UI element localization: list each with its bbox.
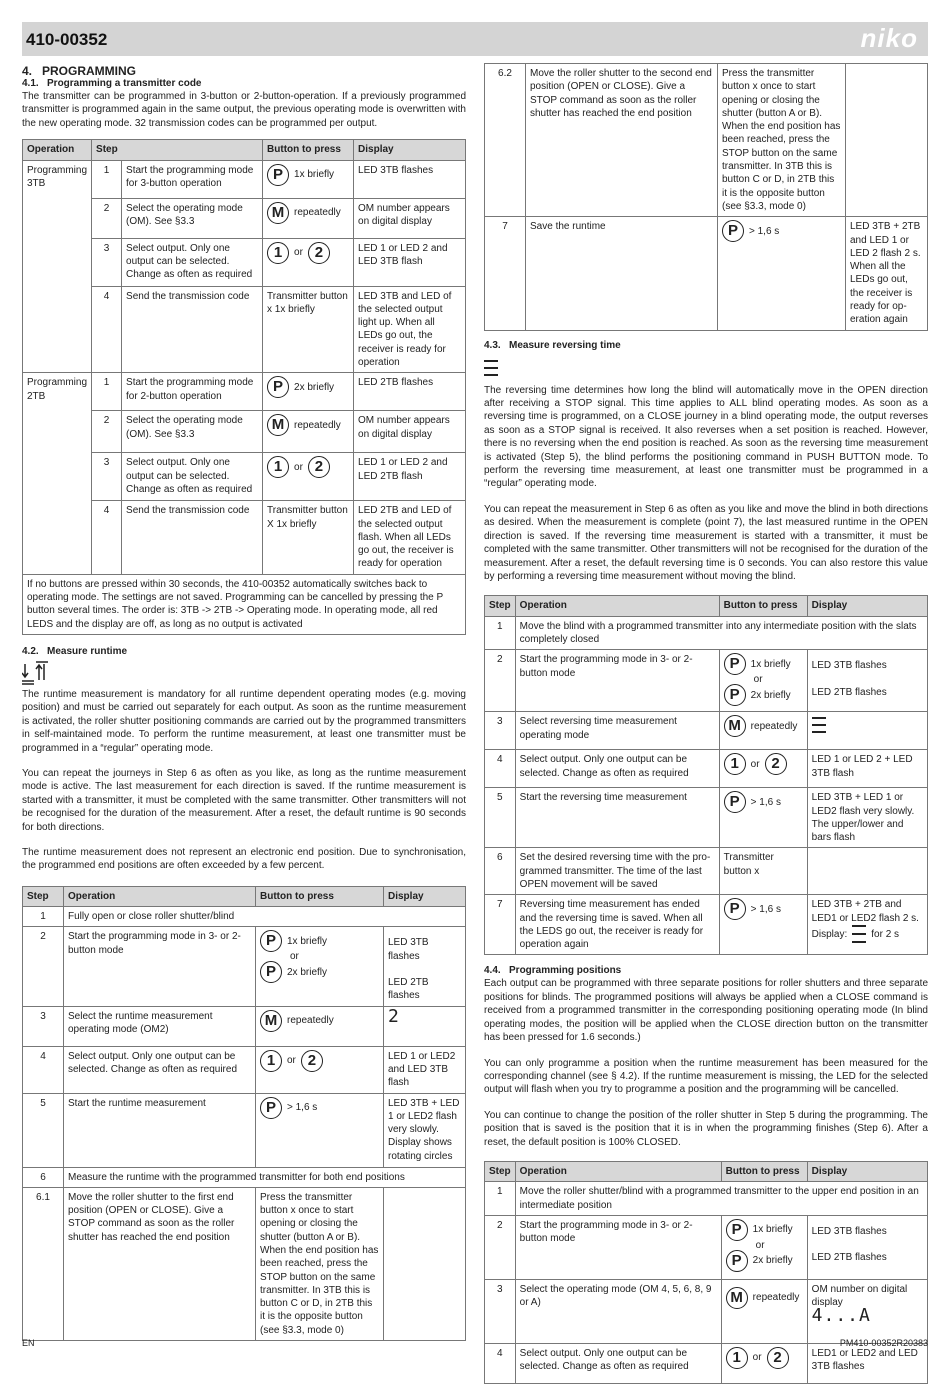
button-1-icon: 1 — [724, 753, 746, 775]
button-cell: Press the transmitter button x once to start opening or closing the shutter (button A or B). When the end position has been reached, press the STOP button on the same transmitter. In 3TB this is button C or D, in 2TB this it is the opposite button (see §3.3, mode 0) — [718, 64, 846, 217]
button-hint: 2x briefly — [287, 966, 328, 978]
display-duration: for 2 s — [871, 929, 900, 941]
positions-table — [484, 1161, 928, 1384]
button-cell: Press the transmitter button x once to start opening or closing the shutter (button A or B). When the end position has been reached, press the STOP button on the same transmitter. In 3TB this is button C or D, in 2TB this it is the opposite button (see §3.3, mode 0) — [256, 1187, 384, 1340]
operation-cell: Select the operating mode (OM). See §3.3 — [122, 198, 263, 238]
m-button-icon: M — [726, 1287, 748, 1309]
col-operation: Operation — [64, 886, 256, 906]
p-button-icon: P — [260, 1097, 282, 1119]
button-2-icon: 2 — [767, 1347, 789, 1369]
operation-cell: Move the blind with a programmed transmitter into any intermediate position with the slats completely closed — [515, 616, 927, 650]
p-button-icon: P — [260, 930, 282, 952]
operation-cell: Select reversing time measurement operating mode — [515, 712, 719, 750]
step-cell: 4 — [92, 286, 122, 373]
section-4-2-title: 4.2. Measure runtime — [22, 645, 128, 657]
display-line: OM number on digital display — [811, 1283, 908, 1309]
button-hint: 1x briefly — [294, 168, 335, 180]
or-text: or — [753, 674, 763, 686]
p-button-icon: P — [726, 1219, 748, 1241]
display-cell — [846, 64, 928, 217]
brand-logo: niko — [860, 23, 918, 53]
p-button-icon: P — [724, 653, 746, 675]
col-display: Display — [384, 886, 466, 906]
display-cell: LED 3TB + LED 1 or LED2 flash very slowly. Display shows rotating circles — [384, 1093, 466, 1167]
button-1-icon: 1 — [260, 1050, 282, 1072]
operation-cell: Select the operating mode (OM). See §3.3 — [122, 411, 263, 453]
bars-display-icon — [852, 925, 866, 945]
operation-cell: Start the runtime measurement — [64, 1093, 256, 1167]
button-hint: > 1,6 s — [287, 1101, 318, 1113]
p-button-icon: P — [724, 791, 746, 813]
or-text: or — [750, 758, 760, 770]
col-display: Display — [807, 596, 927, 616]
table-note: If no buttons are pressed within 30 seconds, the 410-00352 automatically switches back to operating mode. The settings are not saved. Programming can be cancelled by pressing the P button several times. The order is: 3TB -> 2TB -> Operating mode. In operating mode, all red LEDS and the display are off, as long as no output is activated — [23, 574, 466, 634]
step-cell: 1 — [485, 616, 516, 650]
p-button-icon: P — [726, 1250, 748, 1272]
p-button-icon: P — [724, 898, 746, 920]
p-button-icon: P — [267, 164, 289, 186]
button-hint: 2x briefly — [750, 689, 791, 701]
footer-reference: PM410-00352R20383 — [839, 1338, 928, 1348]
p-button-icon: P — [722, 220, 744, 242]
or-text: or — [294, 461, 303, 473]
col-button: Button to press — [263, 140, 354, 160]
reversing-table — [484, 595, 928, 955]
section-4-1-title: 4.1. Programming a transmitter code — [22, 78, 202, 89]
display-line: LED 3TB flashes — [811, 1225, 887, 1237]
operation-cell: Select output. Only one output can be selected. Change as often as required — [515, 750, 719, 788]
button-hint: repeatedly — [294, 206, 341, 218]
operation-cell: Start the reversing time measurement — [515, 788, 719, 848]
col-operation: Operation — [515, 596, 719, 616]
display-cell: LED 1 or LED 2 and LED 3TB flash — [354, 238, 466, 286]
operation-cell: Select the runtime measurement operating mode (OM2) — [64, 1006, 256, 1046]
display-cell: LED 2TB flashes — [354, 373, 466, 411]
display-cell: LED 1 or LED 2 and LED 2TB flash — [354, 453, 466, 501]
m-button-icon: M — [267, 414, 289, 436]
button-hint: > 1,6 s — [749, 225, 780, 237]
operation-cell: Send the transmission code — [122, 501, 263, 574]
step-cell: 1 — [92, 373, 122, 411]
col-step: Step — [485, 1161, 516, 1181]
button-hint: repeatedly — [750, 720, 798, 732]
display-line: LED 3TB flashes — [811, 660, 887, 672]
or-text: or — [755, 1239, 765, 1251]
operation-cell: Set the desired reversing time with the pro-grammed transmitter. The time of the last OPEN movement will be saved — [515, 848, 719, 895]
button-hint: repeatedly — [294, 419, 341, 431]
display-cell: LED 2TB and LED of the selected output flash. When all LEDs go out, the receiver is ready for operation — [354, 501, 466, 574]
operation-cell: Save the runtime — [526, 217, 718, 330]
operation-cell: Select output. Only one output can be selected. Change as often as required — [122, 238, 263, 286]
step-cell: 5 — [23, 1093, 64, 1167]
display-line: LED 2TB flashes — [811, 1252, 887, 1264]
operation-cell: Start the programming mode for 3-button operation — [122, 160, 263, 198]
display-cell: LED1 or LED2 and LED 3TB flashes — [807, 1343, 927, 1383]
col-operation: Operation — [23, 140, 92, 160]
bars-display-icon — [812, 715, 828, 735]
col-button: Button to press — [256, 886, 384, 906]
reversing-icon — [484, 352, 928, 384]
operation-cell: Send the transmission code — [122, 286, 263, 373]
header-bar — [22, 22, 928, 56]
step-cell: 7 — [485, 895, 516, 955]
operation-cell: Start the programming mode in 3- or 2-button mode — [515, 650, 719, 712]
display-label: Display: — [811, 929, 848, 941]
p-button-icon: P — [724, 684, 746, 706]
runtime-text-1: The runtime measurement is mandatory for all runtime dependent operating modes (e.g. moving position) and must be carried out separately for each output. As soon as the runtime measurement is activated, the roller shutter positioning commands are carried out by the programmed transmitters in self-maintained mode. To perform the runtime measurement, at least one transmitter must be programmed in a “regular” operating mode. — [22, 688, 466, 754]
col-display: Display — [354, 140, 466, 160]
step-cell: 1 — [485, 1182, 516, 1216]
document-code: 410-00352 — [26, 30, 108, 49]
step-cell: 7 — [485, 217, 526, 330]
step-cell: 6.1 — [23, 1187, 64, 1340]
step-cell: 3 — [485, 712, 516, 750]
step-cell: 4 — [23, 1046, 64, 1093]
step-cell: 2 — [92, 198, 122, 238]
operation-3tb: Programming 3TB — [23, 160, 92, 373]
display-line: LED 2TB flashes — [388, 977, 429, 1002]
step-cell: 2 — [23, 927, 64, 1006]
button-2-icon: 2 — [308, 242, 330, 264]
p-button-icon: P — [260, 961, 282, 983]
operation-cell: Move the roller shutter to the first end position (OPEN or CLOSE). Give a STOP command as soon as the roller shutter has reached the end position — [64, 1187, 256, 1340]
operation-2tb: Programming 2TB — [23, 373, 92, 574]
step-cell: 4 — [485, 750, 516, 788]
col-step: Step — [23, 886, 64, 906]
button-cell: Transmitter button x 1x briefly — [263, 286, 354, 373]
button-hint: repeatedly — [287, 1014, 334, 1026]
button-2-icon: 2 — [308, 456, 330, 478]
operation-cell: Select the operating mode (OM 4, 5, 6, 8, 9 or A) — [515, 1279, 721, 1343]
programming-code-table — [22, 139, 466, 635]
button-hint: 2x briefly — [752, 1255, 793, 1267]
step-cell: 2 — [485, 1215, 516, 1279]
display-cell: LED 1 or LED2 and LED 3TB flash — [384, 1046, 466, 1093]
positions-text-3: You can continue to change the position of the roller shutter in Step 5 during the programming. The position that is saved is the position that it is in when the programming finishes (Step 6). After a reset, the default position is 100% CLOSED. — [484, 1109, 928, 1148]
or-text: or — [290, 951, 299, 963]
operation-cell: Reversing time measurement has ended and the reversing time is saved. When all the LEDS go out, the receiver is ready for operation again — [515, 895, 719, 955]
operation-cell: Start the programming mode in 3- or 2-button mode — [515, 1215, 721, 1279]
section-4-4-title: 4.4. Programming positions — [484, 965, 622, 977]
display-line: LED 2TB flashes — [811, 686, 887, 698]
or-text: or — [752, 1352, 762, 1364]
operation-cell: Fully open or close roller shutter/blind — [64, 907, 466, 927]
button-hint: 1x briefly — [752, 1224, 793, 1236]
runtime-text-3: The runtime measurement does not represent an electronic end position. Due to synchronisation, the programmed end positions are often exceeded by a few percent. — [22, 847, 466, 872]
reversing-text-2: You can repeat the measurement in Step 6 as often as you like and move the blind in both directions as desired. When the measurement is complete (point 7), the last measured runtime in the OPEN direction is saved. If the reversing time measurement is started with a transmitter, it must be completed with the same transmitter. Other transmitters will not be recognised for the duration of the measurement. After a reset, the default reversing time is 0 seconds. You can also restore this value by performing a reversing time measurement without moving the blind. — [484, 503, 928, 582]
step-cell: 6.2 — [485, 64, 526, 217]
col-step: Step — [92, 140, 263, 160]
p-button-icon: P — [267, 376, 289, 398]
m-button-icon: M — [724, 715, 746, 737]
positions-text-2: You can only programme a position when the runtime measurement has been measured for the corresponding channel (see § 4.2). If the runtime measurement is missing, the LED for the selected output will flash when you try to programme a position and the programming will be cancelled. — [484, 1057, 928, 1096]
m-button-icon: M — [260, 1010, 282, 1032]
display-cell: LED 3TB and LED of the selected output light up. When all LEDs go out, the receiver is ready for operation — [354, 286, 466, 373]
button-1-icon: 1 — [267, 242, 289, 264]
step-cell: 1 — [23, 907, 64, 927]
step-cell: 3 — [23, 1006, 64, 1046]
button-2-icon: 2 — [765, 753, 787, 775]
step-cell: 6 — [485, 848, 516, 895]
footer-language: EN — [22, 1338, 35, 1348]
col-button: Button to press — [719, 596, 807, 616]
button-hint: > 1,6 s — [750, 903, 781, 915]
display-cell: OM number appears on digital display — [354, 198, 466, 238]
reversing-text-1: The reversing time determines how long the blind will automatically move in the OPEN direction after receiving a STOP signal. This time applies to ALL blind operating modes. As soon as a reversing time is programmed, on a CLOSE journey in a blind operating mode, the output reverses as soon as a STOP signal is received. It also reverses when a set position is reached. However, there is no reversing when the end position is reached. As soon as the reversing time measurement is activated (Step 5), the blind performs the positioning command in PUSH BUTTON mode. To perform the reversing time measurement, at least one transmitter must be programmed in a “regular” operating mode. — [484, 384, 928, 490]
step-cell: 4 — [92, 501, 122, 574]
display-cell — [807, 848, 927, 895]
runtime-icon — [22, 658, 466, 688]
operation-cell: Move the roller shutter/blind with a programmed transmitter to the upper end position in an intermediate position — [515, 1182, 927, 1216]
operation-cell: Select output. Only one output can be selected. Change as often as required — [515, 1343, 721, 1383]
button-2-icon: 2 — [301, 1050, 323, 1072]
col-display: Display — [807, 1161, 927, 1181]
or-text: or — [294, 246, 303, 258]
step-cell: 3 — [92, 238, 122, 286]
step-cell: 2 — [485, 650, 516, 712]
button-hint: 1x briefly — [750, 658, 791, 670]
button-hint: > 1,6 s — [750, 796, 781, 808]
step-cell: 3 — [92, 453, 122, 501]
display-cell — [384, 1187, 466, 1340]
operation-cell: Measure the runtime with the programmed transmitter for both end positions — [64, 1167, 466, 1187]
button-hint: 1x briefly — [287, 935, 328, 947]
display-line: LED 3TB flashes — [388, 937, 429, 962]
button-cell: Transmitter button X 1x briefly — [263, 501, 354, 574]
positions-text-1: Each output can be programmed with three separate positions for roller shutters and three separate positions for blinds. The programmed positions will always be applied when a CLOSE command is received from a programmed transmitter in the corresponding positioning operating mode (In blind operating modes, the position will be applied when the CLOSE direction button on the transmitter has been pressed for 1.6 seconds.) — [484, 978, 928, 1044]
col-button: Button to press — [721, 1161, 807, 1181]
step-cell: 6 — [23, 1167, 64, 1187]
button-hint: repeatedly — [752, 1292, 800, 1304]
button-1-icon: 1 — [267, 456, 289, 478]
runtime-text-2: You can repeat the journeys in Step 6 as often as you like, as long as the runtime measurement mode is active. The last measurement for each direction is saved. If the runtime measurement is started with a transmitter, it must be completed with the same transmitter. Other transmitters will not be recognised for the duration of the measurement. After a reset, the default runtime is 90 seconds for both directions. — [22, 768, 466, 833]
runtime-table-continued — [484, 63, 928, 331]
button-1-icon: 1 — [726, 1347, 748, 1369]
runtime-table — [22, 886, 466, 1341]
digit-display: 2 — [388, 1005, 400, 1027]
section-4-title: 4. PROGRAMMING — [22, 64, 137, 78]
step-cell: 3 — [485, 1279, 516, 1343]
section-4-1-text: The transmitter can be programmed in 3-button or 2-button-operation. If a previously programmed transmitter is programmed again in the same output, the previous operating mode is overwritten with the new operating mode. 32 transmission codes can be programmed per output. — [22, 91, 466, 129]
display-cell: LED 3TB flashes — [354, 160, 466, 198]
operation-cell: Start the programming mode in 3- or 2-button mode — [64, 927, 256, 1006]
display-line: LED 3TB + 2TB and LED1 or LED2 flash 2 s. — [811, 899, 919, 924]
display-cell: LED 3TB + LED 1 or LED2 flash very slowly. The upper/lower and bars flash — [807, 788, 927, 848]
operation-cell: Move the roller shutter to the second end position (OPEN or CLOSE). Give a STOP command as soon as the roller shutter has reached the end position — [526, 64, 718, 217]
step-cell: 1 — [92, 160, 122, 198]
m-button-icon: M — [267, 202, 289, 224]
step-cell: 5 — [485, 788, 516, 848]
right-column — [484, 63, 928, 1384]
col-operation: Operation — [515, 1161, 721, 1181]
button-cell: Transmitter button x — [719, 848, 807, 895]
or-text: or — [287, 1054, 296, 1066]
left-column — [22, 63, 466, 1341]
operation-cell: Select output. Only one output can be selected. Change as often as required — [122, 453, 263, 501]
display-cell: LED 3TB + 2TB and LED 1 or LED 2 flash 2 s. When all the LEDs go out, the receiver is ready for op-eration again — [846, 217, 928, 330]
operation-cell: Start the programming mode for 2-button operation — [122, 373, 263, 411]
step-cell: 4 — [485, 1343, 516, 1383]
step-cell: 2 — [92, 411, 122, 453]
section-4-3-title: 4.3. Measure reversing time — [484, 339, 621, 351]
operation-cell: Select output. Only one output can be selected. Change as often as required — [64, 1046, 256, 1093]
display-cell: LED 1 or LED 2 + LED 3TB flash — [807, 750, 927, 788]
digit-display: 4...A — [811, 1305, 871, 1327]
display-cell: OM number appears on digital display — [354, 411, 466, 453]
button-hint: 2x briefly — [294, 381, 335, 393]
col-step: Step — [485, 596, 516, 616]
